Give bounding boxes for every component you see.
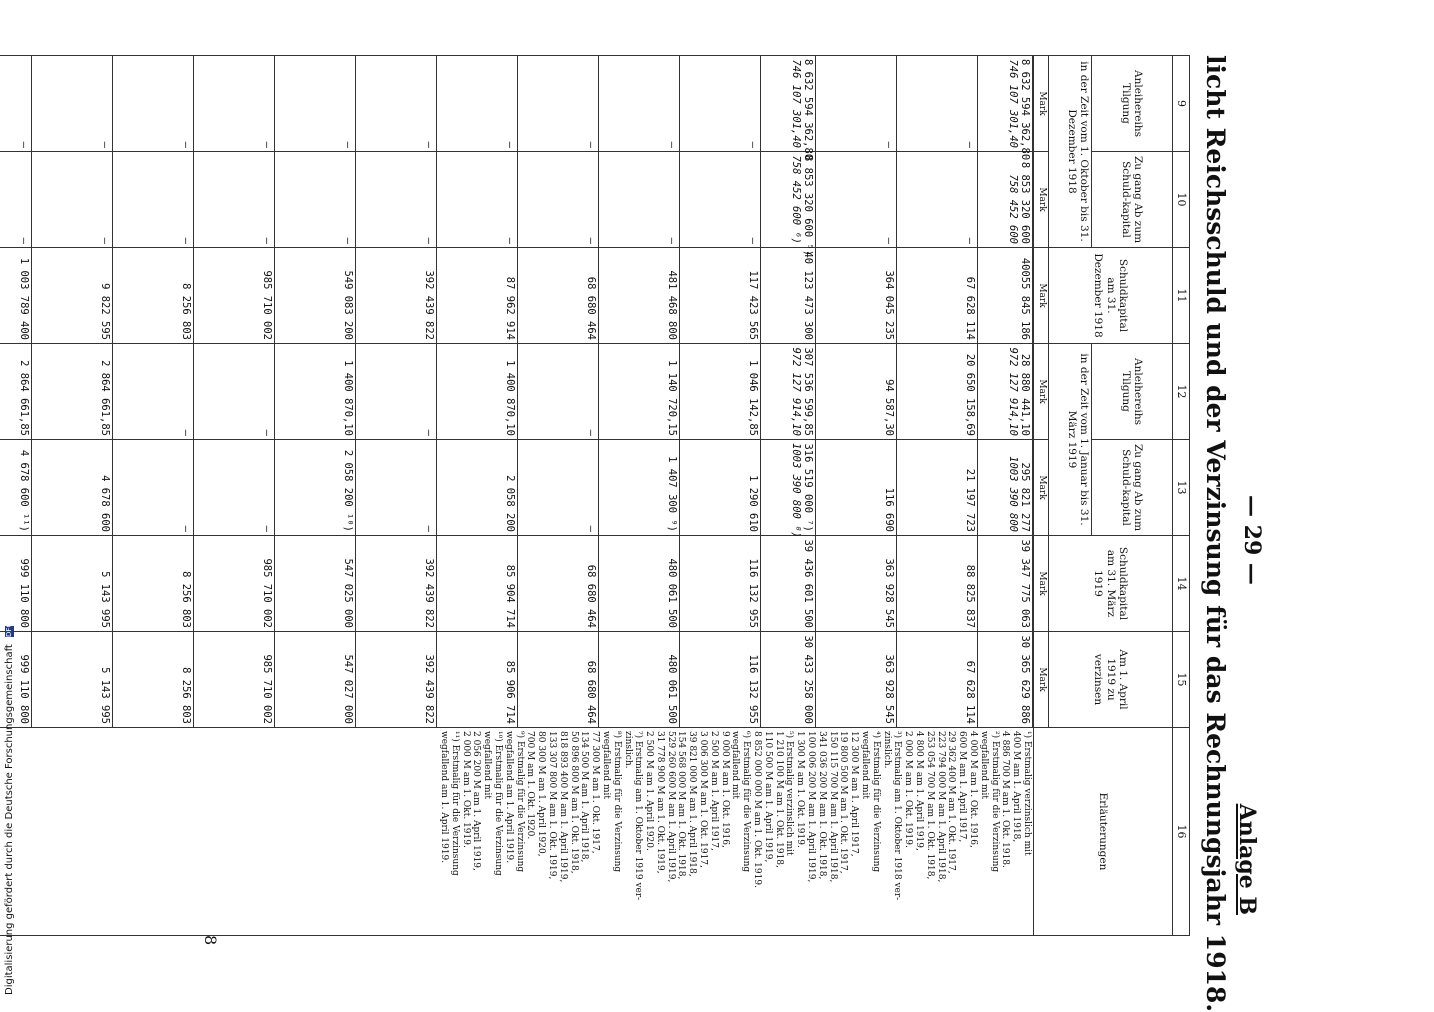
cell-value: 39 347 775 063 bbox=[1019, 539, 1031, 628]
cell-value: 9 822 595 bbox=[99, 283, 111, 340]
table-cell-c9 bbox=[680, 56, 761, 152]
cell-value: — bbox=[747, 141, 759, 148]
unit-label: Mark bbox=[1034, 152, 1049, 248]
period-header: in der Zeit vom 1. Januar bis 31. März 1919 bbox=[1049, 344, 1092, 536]
table-cell-c10 bbox=[0, 152, 32, 248]
table-cell-c14 bbox=[275, 536, 356, 632]
cell-value: — bbox=[261, 237, 273, 244]
table-cell-c15 bbox=[599, 632, 680, 728]
cell-value: 2 058 200 bbox=[504, 475, 516, 532]
table-cell-c13 bbox=[518, 440, 599, 536]
table-cell-c9 bbox=[32, 56, 113, 152]
table-cell-c9 bbox=[194, 56, 275, 152]
table-cell-c12 bbox=[816, 344, 897, 440]
column-number: 10 bbox=[1173, 152, 1190, 248]
cell-value: — bbox=[261, 429, 273, 436]
table-cell-c10 bbox=[978, 152, 1033, 248]
page-number: — 29 — bbox=[1239, 495, 1265, 585]
cell-value: 85 904 714 bbox=[504, 564, 516, 628]
table-cell-c9 bbox=[275, 56, 356, 152]
unit-label: Mark bbox=[1034, 632, 1049, 728]
table-cell-c9 bbox=[978, 56, 1033, 161]
footer-page-number: 8 bbox=[201, 935, 220, 946]
table-cell-c14 bbox=[0, 536, 32, 632]
table-cell-c9 bbox=[761, 56, 816, 161]
dfg-logo-icon: DFG bbox=[4, 622, 13, 637]
cell-value: 40 123 473 300 bbox=[802, 251, 814, 340]
cell-value: — bbox=[585, 237, 597, 244]
cell-value: 547 027 000 bbox=[342, 654, 354, 724]
header-cell: Schuldkapital am 31. Dezember 1918 bbox=[1049, 248, 1173, 344]
cell-value: 8 256 803 bbox=[180, 667, 192, 724]
table-cell-c13 bbox=[275, 440, 356, 536]
cell-value: — bbox=[180, 141, 192, 148]
table-cell-c12 bbox=[897, 344, 978, 440]
cell-value: 1 046 142,85 bbox=[747, 360, 759, 436]
table-cell-c12 bbox=[0, 344, 32, 440]
unit-label: Mark bbox=[1034, 56, 1049, 152]
cell-value: 30 365 629 886 bbox=[1019, 635, 1031, 724]
table-cell-c12 bbox=[761, 344, 816, 440]
cell-value: — bbox=[883, 141, 895, 148]
cell-value: 5 143 995 bbox=[99, 571, 111, 628]
cell-value: 295 821 277 bbox=[1019, 462, 1031, 532]
table-cell-c12 bbox=[275, 344, 356, 440]
table-cell-c15 bbox=[816, 632, 897, 728]
table-cell-c9 bbox=[816, 56, 897, 152]
column-number: 11 bbox=[1173, 248, 1190, 344]
cell-value: — bbox=[18, 237, 30, 244]
cell-value: 116 690 bbox=[883, 487, 895, 532]
table-cell-c13 bbox=[680, 440, 761, 536]
table-cell-c14 bbox=[32, 536, 113, 632]
table-cell-c12 bbox=[113, 344, 194, 440]
cell-value: — bbox=[964, 237, 976, 244]
cell-value: 1 407 300 ⁹) bbox=[666, 456, 678, 532]
cell-value: 1 400 870,10 bbox=[504, 360, 516, 436]
table-cell-c15 bbox=[897, 632, 978, 728]
rotated-page bbox=[18, 55, 1265, 1012]
cell-value-secondary: 1003 390 800 ⁸) bbox=[790, 443, 802, 538]
cell-value: 307 536 599,85 bbox=[802, 347, 814, 436]
table-cell-c12 bbox=[194, 344, 275, 440]
cell-value: 67 628 114 bbox=[964, 660, 976, 724]
table-cell-c15 bbox=[113, 632, 194, 728]
cell-value: 547 025 000 bbox=[342, 558, 354, 628]
cell-value: 8 853 320 600 bbox=[1019, 161, 1031, 244]
cell-value: 21 197 723 bbox=[964, 468, 976, 532]
table-cell-c10 bbox=[816, 152, 897, 248]
table-cell-c15 bbox=[356, 632, 437, 728]
cell-value: 999 110 800 bbox=[18, 654, 30, 724]
cell-value: 40055 845 186 bbox=[1019, 257, 1031, 340]
cell-value-secondary: 758 452 600 ⁶) bbox=[790, 155, 802, 244]
header-cell: Anleihereihs Tilgung bbox=[1092, 344, 1173, 440]
cell-value: 28 880 441,10 bbox=[1019, 353, 1031, 436]
table-cell-c12 bbox=[437, 344, 518, 440]
cell-value: 87 962 914 bbox=[504, 276, 516, 340]
cell-value: 316 519 000 ⁷) bbox=[802, 443, 814, 532]
cell-value-secondary: 746 107 301,40 bbox=[1007, 59, 1019, 148]
cell-value: — bbox=[666, 141, 678, 148]
column-number: 16 bbox=[1173, 728, 1190, 936]
cell-value: 985 710 002 bbox=[261, 270, 273, 340]
header-cell: Am 1. April 1919 zu verzinsen bbox=[1049, 632, 1173, 728]
column-number: 13 bbox=[1173, 440, 1190, 536]
table-cell-c13 bbox=[978, 440, 1033, 536]
cell-value: — bbox=[180, 429, 192, 436]
table-cell-c10 bbox=[518, 152, 599, 248]
cell-value: — bbox=[504, 141, 516, 148]
header-cell: Anleihereihs Tilgung bbox=[1092, 56, 1173, 152]
cell-value: — bbox=[423, 237, 435, 244]
table-cell-c15 bbox=[680, 632, 761, 728]
cell-value: 85 906 714 bbox=[504, 660, 516, 724]
table-cell-c11 bbox=[680, 248, 761, 344]
cell-value: — bbox=[585, 429, 597, 436]
table-cell-c10 bbox=[356, 152, 437, 248]
cell-value: 1 400 870,10 bbox=[342, 360, 354, 436]
cell-value: — bbox=[666, 237, 678, 244]
table-cell-c10 bbox=[113, 152, 194, 248]
table-cell-c13 bbox=[599, 440, 680, 536]
cell-value: 20 650 158,69 bbox=[964, 353, 976, 436]
cell-value: 2 864 661,85 bbox=[99, 360, 111, 436]
table-cell-c14 bbox=[518, 536, 599, 632]
cell-value: 985 710 002 bbox=[261, 654, 273, 724]
cell-value: — bbox=[423, 525, 435, 532]
cell-value: — bbox=[99, 237, 111, 244]
table-cell-c13 bbox=[437, 440, 518, 536]
table-cell-c12 bbox=[599, 344, 680, 440]
header-cell: Schuldkapital am 31. März 1919 bbox=[1049, 536, 1173, 632]
cell-value: 2 058 200 ¹⁰) bbox=[342, 449, 354, 532]
table-cell-c15 bbox=[275, 632, 356, 728]
cell-value: 363 928 545 bbox=[883, 558, 895, 628]
cell-value: 480 061 500 bbox=[666, 558, 678, 628]
notes-cell: ¹) Erstmalig verzinslich mit 400 M am 1. April 1918, 4 886 700 M am 1. Okt. 1918. ²) Erstmalig für die Verzinsung wegfallend mit 4 000 M am 1. Okt. 1916, 600 M am 1. April 1917, 29 362 400 M am 1. Okt. 1917, 223 794 000 M am 1. April 1918, 253 054 700 M am 1. Okt. 1918, 4 800 M am 1. April 1919, 2 000 M am 1. Okt. 1919. ³) Erstmalig am 1. Oktober 1918 ver- zinslich. ⁴) Erstmalig für die Verzinsung wegfallend mit 12 300 M am 1. April 1917, 19 800 500 M am 1. Okt. 1917, 150 115 700 M am 1. April 1918, 341 036 200 M am 1. Okt. 1918, 100 006 200 M am 1. April 1919, 1 300 M am 1. Okt. 1919. ⁵) Erstmalig verzinslich mit 1 210 100 M am 1. Okt. 1918, 110 500 M am 1. April 1919, 8 852 000 000 M am 1. Okt. 1919. ⁶) Erstmalig für die Verzinsung wegfallend mit 9 000 M am 1. Okt. 1916, 2 500 M am 1. April 1917, 3 006 300 M am 1. Okt. 1917, 39 821 000 M am 1. April 1918, 154 568 000 M am 1. Okt. 1918, 529 260 600 M am 1. April 1919, 31 778 900 M am 1. Okt. 1919, 2 500 M am 1. April 1920. ⁷) Erstmalig am 1. Oktober 1919 ver- zinslich. ⁸) Erstmalig für die Verzinsung wegfallend mit 77 300 M am 1. Okt. 1917, 134 500 M am 1. April 1918, 50 896 800 M am 1. Okt. 1918, 818 893 400 M am 1. April 1919, 133 307 800 M am 1. Okt. 1919, 80 300 M am 1. April 1920, 700 M am 1. Okt. 1920. ⁹) Erstmalig für die Verzinsung wegfallend am 1. April 1919. ¹⁰) Erstmalig für die Verzinsung wegfallend mit 2 056 200 M am 1. April 1919, 2 000 M am 1. Okt. 1919. ¹¹) Erstmalig für die Verzinsung wegfallend am 1. April 1919. bbox=[0, 728, 1034, 936]
table-cell-c13 bbox=[897, 440, 978, 536]
page-title: licht Reichsschuld und der Verzinsung für das Rechnungsjahr 1918. bbox=[1201, 55, 1230, 1012]
cell-value-secondary: 972 127 914,10 bbox=[790, 347, 802, 436]
table-cell-c12 bbox=[32, 344, 113, 440]
table-cell-c10 bbox=[599, 152, 680, 248]
table-cell-c13 bbox=[816, 440, 897, 536]
cell-value: — bbox=[423, 141, 435, 148]
unit-label: Mark bbox=[1034, 440, 1049, 536]
unit-label: Mark bbox=[1034, 536, 1049, 632]
table-cell-c14 bbox=[437, 536, 518, 632]
cell-value: 4 678 600 bbox=[99, 475, 111, 532]
table-cell-c9 bbox=[113, 56, 194, 152]
cell-value: 68 680 464 bbox=[585, 660, 597, 724]
table-cell-c13 bbox=[113, 440, 194, 536]
cell-value: 4 678 600 ¹¹) bbox=[18, 449, 30, 532]
cell-value: 8 256 803 bbox=[180, 283, 192, 340]
header-cell: Zu gang Ab zum Schuld-kapital bbox=[1092, 152, 1173, 248]
table-cell-c13 bbox=[0, 440, 32, 536]
table-cell-c15 bbox=[518, 632, 599, 728]
cell-value: 39 436 601 500 bbox=[802, 539, 814, 628]
cell-value: — bbox=[883, 237, 895, 244]
table-cell-c15 bbox=[32, 632, 113, 728]
cell-value: — bbox=[342, 141, 354, 148]
cell-value: — bbox=[585, 525, 597, 532]
cell-value: 8 632 594 362,80 bbox=[1019, 59, 1031, 161]
cell-value: 5 143 995 bbox=[99, 667, 111, 724]
cell-value: 549 083 200 bbox=[342, 270, 354, 340]
table-cell-c10 bbox=[761, 152, 816, 257]
table-body bbox=[0, 56, 1034, 936]
column-number-row bbox=[1173, 56, 1190, 936]
table-cell-c11 bbox=[275, 248, 356, 344]
table-cell-c9 bbox=[356, 56, 437, 152]
table-cell-c9 bbox=[518, 56, 599, 152]
sidebar-credit-text: Digitalisierung gefördert durch die Deutsche Forschungsgemeinschaft bbox=[4, 644, 15, 995]
table-cell-c13 bbox=[32, 440, 113, 536]
table-cell-c11 bbox=[816, 248, 897, 344]
cell-value: — bbox=[964, 141, 976, 148]
table-cell-c14 bbox=[356, 536, 437, 632]
cell-value: 392 439 822 bbox=[423, 558, 435, 628]
unit-label: Mark bbox=[1034, 344, 1049, 440]
cell-value: 94 587,30 bbox=[883, 379, 895, 436]
cell-value: — bbox=[423, 429, 435, 436]
period-header: in der Zeit vom 1. Oktober bis 31. Dezember 1918 bbox=[1049, 56, 1092, 248]
cell-value: 67 628 114 bbox=[964, 276, 976, 340]
table-cell-c15 bbox=[194, 632, 275, 728]
cell-value-secondary: 972 127 914,10 bbox=[1007, 347, 1019, 436]
table-cell-c13 bbox=[761, 440, 816, 536]
table-cell-c14 bbox=[978, 536, 1033, 632]
cell-value: — bbox=[261, 141, 273, 148]
cell-value: 2 864 661,85 bbox=[18, 360, 30, 436]
cell-value: 481 468 800 bbox=[666, 270, 678, 340]
table-cell-c10 bbox=[32, 152, 113, 248]
column-number: 15 bbox=[1173, 632, 1190, 728]
table-cell-c11 bbox=[897, 248, 978, 344]
table-cell-c11 bbox=[518, 248, 599, 344]
table-cell-c9 bbox=[897, 56, 978, 152]
table-cell-c15 bbox=[978, 632, 1033, 728]
debt-table bbox=[0, 55, 1190, 936]
cell-value: 30 433 258 000 bbox=[802, 635, 814, 724]
table-cell-c14 bbox=[761, 536, 816, 632]
table-cell-c10 bbox=[194, 152, 275, 248]
sidebar-credit bbox=[4, 622, 15, 995]
cell-value-secondary: 1003 390 800 bbox=[1007, 456, 1019, 532]
table-cell-c11 bbox=[599, 248, 680, 344]
table-cell-c14 bbox=[194, 536, 275, 632]
table-cell-c10 bbox=[897, 152, 978, 248]
cell-value: 480 061 500 bbox=[666, 654, 678, 724]
cell-value: — bbox=[747, 237, 759, 244]
column-number: 12 bbox=[1173, 344, 1190, 440]
cell-value: — bbox=[261, 525, 273, 532]
table-cell-c14 bbox=[113, 536, 194, 632]
cell-value-secondary: 758 452 600 bbox=[1007, 174, 1019, 244]
cell-value: — bbox=[180, 525, 192, 532]
unit-label: Mark bbox=[1034, 248, 1049, 344]
cell-value: 392 439 822 bbox=[423, 654, 435, 724]
table-cell-c12 bbox=[978, 344, 1033, 440]
table-cell-c9 bbox=[0, 56, 32, 152]
cell-value: 392 439 822 bbox=[423, 270, 435, 340]
table-cell-c11 bbox=[0, 248, 32, 344]
table-cell-c10 bbox=[680, 152, 761, 248]
table-cell-c14 bbox=[897, 536, 978, 632]
cell-value: 8 632 594 362,80 bbox=[802, 59, 814, 161]
cell-value: 363 928 545 bbox=[883, 654, 895, 724]
table-cell-c9 bbox=[437, 56, 518, 152]
cell-value: 1 140 720,15 bbox=[666, 360, 678, 436]
table-cell-c14 bbox=[816, 536, 897, 632]
cell-value: 364 045 235 bbox=[883, 270, 895, 340]
table-cell-c14 bbox=[599, 536, 680, 632]
cell-value: 999 110 800 bbox=[18, 558, 30, 628]
cell-value: 68 680 464 bbox=[585, 564, 597, 628]
cell-value: 117 423 565 bbox=[747, 270, 759, 340]
cell-value: 116 132 955 bbox=[747, 558, 759, 628]
header-cell: Zu gang Ab zum Schuld-kapital bbox=[1092, 440, 1173, 536]
column-number: 9 bbox=[1173, 56, 1190, 152]
cell-value: — bbox=[180, 237, 192, 244]
header-cell: Erläuterungen bbox=[1034, 728, 1173, 936]
table-cell-c12 bbox=[518, 344, 599, 440]
cell-value: — bbox=[99, 141, 111, 148]
cell-value: 8 853 320 600 ⁵) bbox=[802, 155, 814, 257]
table-cell-c11 bbox=[761, 248, 816, 344]
cell-value-secondary: 746 107 301,40 bbox=[790, 59, 802, 148]
table-cell-c12 bbox=[356, 344, 437, 440]
table-cell-c10 bbox=[275, 152, 356, 248]
cell-value: — bbox=[342, 237, 354, 244]
table-cell-c14 bbox=[680, 536, 761, 632]
table-cell-c11 bbox=[194, 248, 275, 344]
cell-value: — bbox=[504, 237, 516, 244]
column-number: 14 bbox=[1173, 536, 1190, 632]
table-cell-c15 bbox=[761, 632, 816, 728]
cell-value: — bbox=[585, 141, 597, 148]
header-row bbox=[1092, 56, 1173, 936]
appendix-label: Anlage B bbox=[1234, 803, 1260, 915]
table-cell-c15 bbox=[437, 632, 518, 728]
table-cell-c9 bbox=[599, 56, 680, 152]
table-cell-c13 bbox=[194, 440, 275, 536]
cell-value: 985 710 002 bbox=[261, 558, 273, 628]
table-cell-c13 bbox=[356, 440, 437, 536]
table-cell-c12 bbox=[680, 344, 761, 440]
table-cell-c11 bbox=[113, 248, 194, 344]
cell-value: 88 825 837 bbox=[964, 564, 976, 628]
table-cell-c11 bbox=[978, 248, 1033, 344]
table-cell-c11 bbox=[356, 248, 437, 344]
table-cell-c11 bbox=[32, 248, 113, 344]
cell-value: 68 680 464 bbox=[585, 276, 597, 340]
table-cell-c10 bbox=[437, 152, 518, 248]
table-cell-c11 bbox=[437, 248, 518, 344]
cell-value: 116 132 955 bbox=[747, 654, 759, 724]
cell-value: 1 290 610 bbox=[747, 475, 759, 532]
cell-value: 1 003 789 400 bbox=[18, 257, 30, 340]
cell-value: 8 256 803 bbox=[180, 571, 192, 628]
cell-value: — bbox=[18, 141, 30, 148]
